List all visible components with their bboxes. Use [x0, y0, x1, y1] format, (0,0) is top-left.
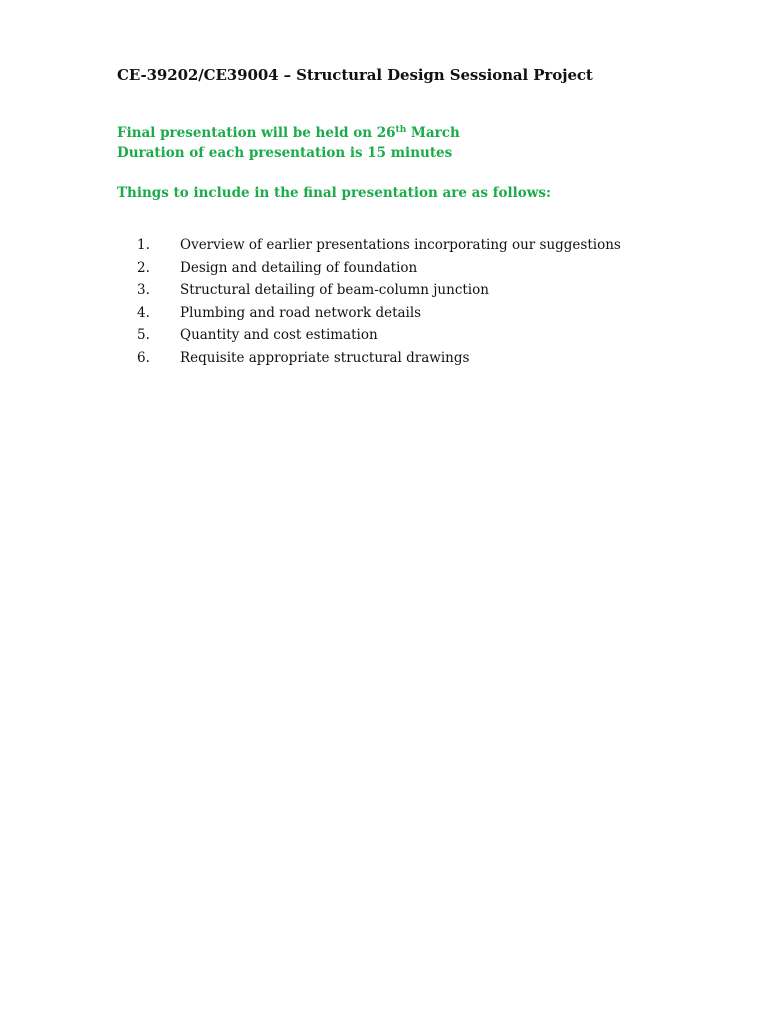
list-item-text: Plumbing and road network details [180, 304, 422, 321]
things-to-include-heading: Things to include in the final presentation are as follows: [117, 185, 551, 201]
list-item [0, 237, 768, 260]
list-item-number: 6. [137, 349, 150, 366]
list-item-number: 5. [137, 327, 150, 344]
list-item-number: 4. [137, 304, 150, 321]
presentation-date-text: Final presentation will be held on 26 [117, 125, 396, 141]
document-title: CE-39202/CE39004 – Structural Design Sessional Project [117, 66, 593, 84]
ordinal-suffix: th [395, 125, 407, 135]
presentation-duration-line: Duration of each presentation is 15 minutes [117, 145, 453, 161]
list-item [0, 327, 768, 350]
list-item-number: 1. [137, 237, 150, 253]
list-item-number: 2. [137, 259, 150, 276]
list-item-text: Structural detailing of beam-column junction [180, 282, 489, 299]
list-item [0, 282, 768, 305]
list-item-text: Design and detailing of foundation [180, 259, 418, 276]
list-item-text: Requisite appropriate structural drawings [180, 349, 470, 366]
list-item-number: 3. [137, 282, 150, 299]
list-item [0, 350, 768, 373]
presentation-month-text: March [406, 125, 460, 141]
requirements-list [0, 237, 768, 373]
list-item-text: Quantity and cost estimation [180, 327, 378, 344]
list-item-text: Overview of earlier presentations incorporating our suggestions [180, 237, 621, 253]
list-item [0, 260, 768, 283]
presentation-date-line [117, 125, 460, 141]
list-item [0, 305, 768, 328]
